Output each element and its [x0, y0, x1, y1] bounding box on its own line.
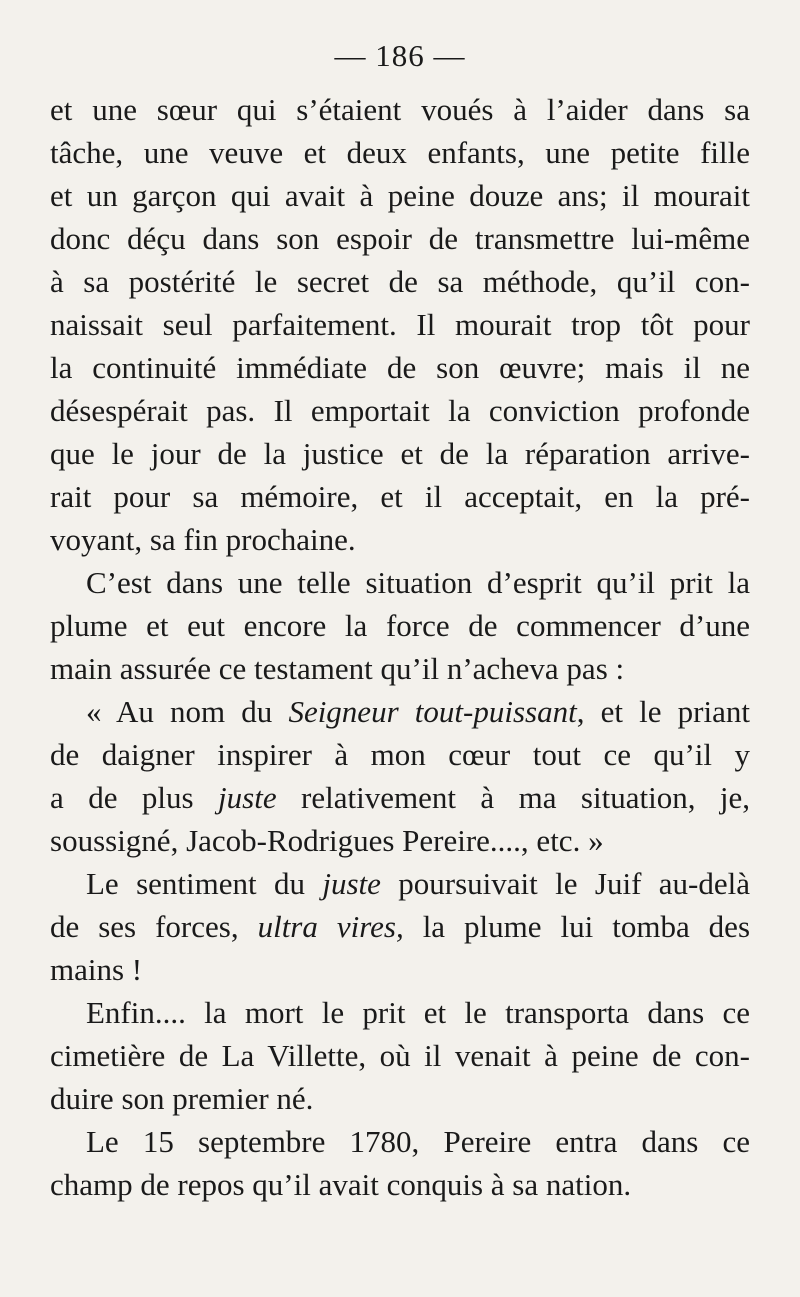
body-text [50, 88, 750, 1206]
line-text: Le 15 septembre 1780, Pereire entra dans ce [86, 1124, 750, 1159]
text-line [50, 1163, 750, 1206]
line-text: « Au nom du [86, 694, 289, 729]
line-text: désespérait pas. Il emportait la conviction profonde [50, 393, 750, 428]
line-text: de ses forces, [50, 909, 258, 944]
page-number: — 186 — [334, 38, 466, 73]
text-line [50, 862, 750, 905]
text-line [50, 905, 750, 948]
text-line [50, 1077, 750, 1120]
line-text: rait pour sa mémoire, et il acceptait, en la pré- [50, 479, 750, 514]
line-text: main assurée ce testament qu’il n’acheva pas : [50, 651, 625, 686]
text-line [50, 174, 750, 217]
line-text: voyant, sa fin prochaine. [50, 522, 356, 557]
line-text: poursuivait le Juif au-delà [380, 866, 750, 901]
line-text: plume et eut encore la force de commencer d’une [50, 608, 750, 643]
text-line [50, 389, 750, 432]
line-text: Le sentiment du [86, 866, 323, 901]
line-text: Enfin.... la mort le prit et le transporta dans ce [86, 995, 750, 1030]
line-text: à sa postérité le secret de sa méthode, qu’il con- [50, 264, 750, 299]
text-line [50, 217, 750, 260]
text-line [50, 733, 750, 776]
line-text: mains ! [50, 952, 143, 987]
italic-text: ultra vires, [257, 909, 404, 944]
italic-text: Seigneur tout-puissant [288, 694, 577, 729]
italic-text: juste [218, 780, 277, 815]
line-text: et une sœur qui s’étaient voués à l’aider dans sa [50, 92, 750, 127]
line-text: que le jour de la justice et de la réparation arrive- [50, 436, 750, 471]
line-text: duire son premier né. [50, 1081, 314, 1116]
text-line [50, 1034, 750, 1077]
text-line [50, 303, 750, 346]
line-text: champ de repos qu’il avait conquis à sa nation. [50, 1167, 632, 1202]
line-text: naissait seul parfaitement. Il mourait trop tôt pour [50, 307, 750, 342]
text-line [50, 604, 750, 647]
text-line [50, 1120, 750, 1163]
line-text: la plume lui tomba des [403, 909, 751, 944]
line-text: de daigner inspirer à mon cœur tout ce qu’il y [50, 737, 750, 772]
text-line [50, 561, 750, 604]
text-line [50, 131, 750, 174]
line-text: soussigné, Jacob-Rodrigues Pereire...., etc. » [50, 823, 604, 858]
line-text: C’est dans une telle situation d’esprit qu’il prit la [86, 565, 750, 600]
text-line [50, 690, 750, 733]
text-line [50, 991, 750, 1034]
italic-text: juste [322, 866, 381, 901]
text-line [50, 819, 750, 862]
text-line [50, 518, 750, 561]
line-text: , et le priant [576, 694, 750, 729]
text-line [50, 948, 750, 991]
line-text: la continuité immédiate de son œuvre; mais il ne [50, 350, 750, 385]
text-line [50, 88, 750, 131]
line-text: relativement à ma situation, je, [276, 780, 751, 815]
line-text: et un garçon qui avait à peine douze ans; il mourait [50, 178, 750, 213]
line-text: tâche, une veuve et deux enfants, une petite fille [50, 135, 750, 170]
text-line [50, 260, 750, 303]
text-line [50, 346, 750, 389]
text-line [50, 647, 750, 690]
line-text: cimetière de La Villette, où il venait à peine de con- [50, 1038, 750, 1073]
text-line [50, 432, 750, 475]
text-line [50, 475, 750, 518]
text-line [50, 776, 750, 819]
line-text: a de plus [50, 780, 219, 815]
line-text: donc déçu dans son espoir de transmettre lui-même [50, 221, 750, 256]
